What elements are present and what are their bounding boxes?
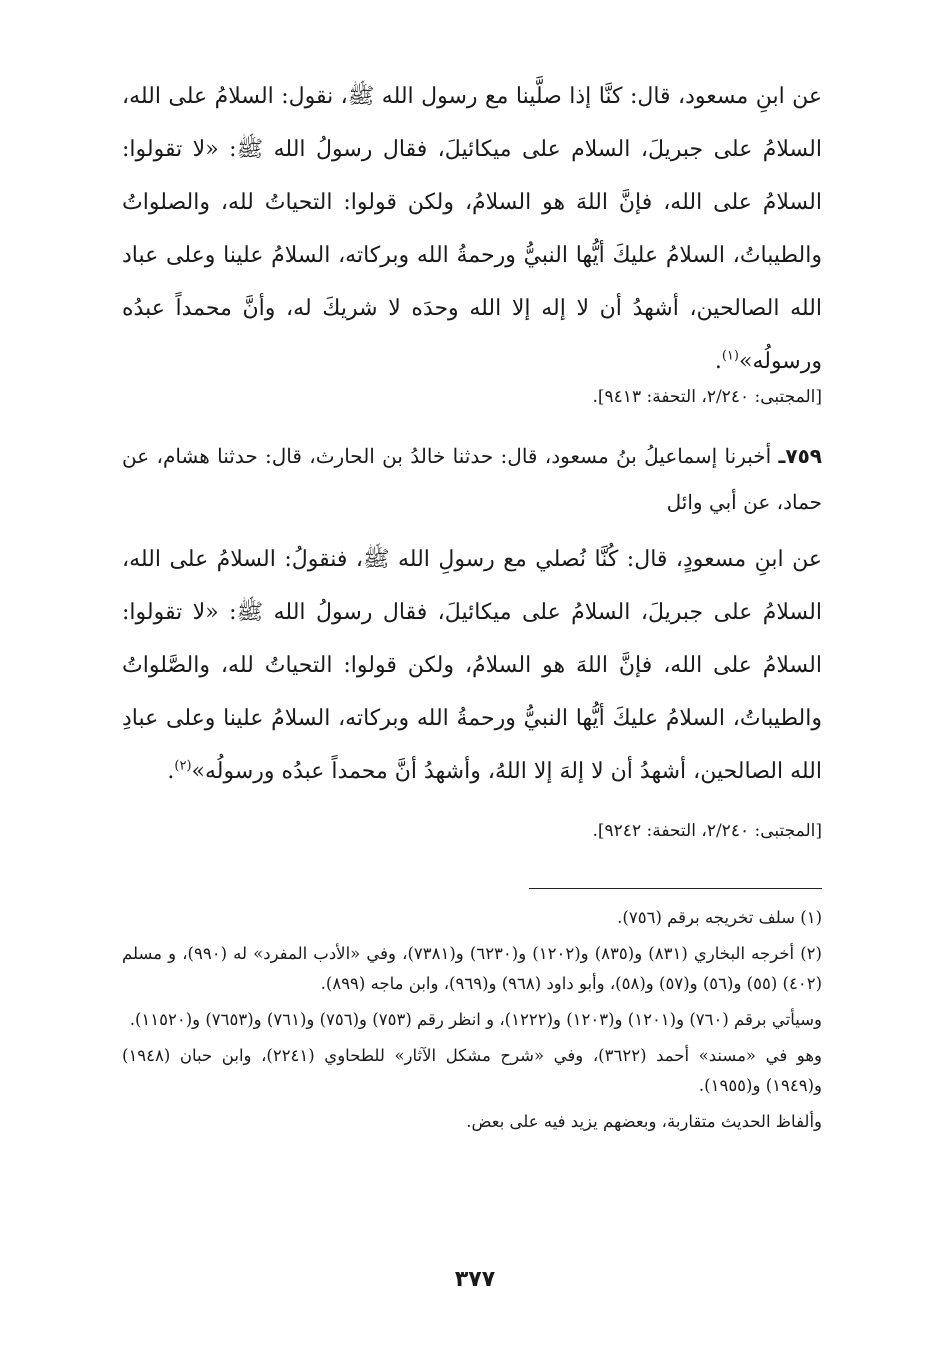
hadith-text: عن ابنِ مسعود، قال: كنَّا إذا صلَّينا مع رسول الله ﷺ، نقول: السلامُ على الله، السلامُ على جبريلَ، السلام على ميكائيلَ، فقال رسولُ الله ﷺ: «لا تقولوا: السلامُ على الله، فإنَّ اللهَ هو السلامُ، ولكن قولوا: التحياتُ لله، والصلواتُ والطيباتُ، السلامُ عليكَ أيُّها النبيُّ ورحمةُ الله وبركاته، السلامُ علينا وعلى عباد الله الصالحين، أشهدُ أن لا إله إلا الله وحدَه لا شريكَ له، وأنَّ محمداً عبدُه ورسولُه»$^{(١)}$. bbox=[122, 84, 822, 374]
hadith-759-matn bbox=[122, 533, 822, 798]
source-text: [المجتبى: ٢/٢٤٠، التحفة: ٩٢٤٢]. bbox=[592, 821, 822, 841]
footnote-2: (٢) أخرجه البخاري (٨٣١) و(٨٣٥) و(١٢٠٢) و(٦٢٣٠) و(٧٣٨١)، وفي «الأدب المفرد» له (٩٩٠)، و مسلم (٤٠٢) (٥٥) و(٥٦) و(٥٧) و(٥٨)، وأبو داود (٩٦٨) و(٩٦٩)، وابن ماجه (٨٩٩). bbox=[122, 944, 822, 993]
footnote-2-cont-c: وألفاظ الحديث متقاربة، وبعضهم يزيد فيه على بعض. bbox=[466, 1112, 822, 1131]
isnad-text: ٧٥٩ـ أخبرنا إسماعيلُ بنُ مسعود، قال: حدثنا خالدُ بن الحارث، قال: حدثنا هشام، عن حماد، عن أبي وائل bbox=[122, 444, 822, 514]
source-text: [المجتبى: ٢/٢٤٠، التحفة: ٩٤١٣]. bbox=[592, 387, 822, 407]
footnote-1: (١) سلف تخريجه برقم (٧٥٦). bbox=[617, 908, 822, 927]
footnotes bbox=[122, 903, 822, 1143]
footnote-ref-1[interactable]: (١) bbox=[721, 348, 739, 364]
hadith-continuation bbox=[122, 70, 822, 388]
source-reference-1 bbox=[122, 383, 822, 411]
source-reference-2 bbox=[122, 817, 822, 845]
hadith-number: ٧٥٩ـ bbox=[778, 444, 822, 468]
hadith-text: عن ابنِ مسعودٍ، قال: كُنَّا نُصلي مع رسولِ الله ﷺ، فنقولُ: السلامُ على الله، السلامُ على جبريلَ، السلامُ على ميكائيلَ، فقال رسولُ الله ﷺ: «لا تقولوا: السلامُ على الله، فإنَّ اللهَ هو السلامُ، ولكن قولوا: التحياتُ لله، والصَّلواتُ والطيباتُ، السلامُ عليكَ أيُّها النبيُّ ورحمةُ الله وبركاته، السلامُ علينا وعلى عبادِ الله الصالحين، أشهدُ أن لا إلهَ إلا اللهُ، وأشهدُ أنَّ محمداً عبدُه ورسولُه»$^{(٢)}$. bbox=[122, 547, 822, 784]
page-number: ٣٧٧ bbox=[454, 1267, 496, 1292]
hadith-759-chain bbox=[122, 433, 822, 525]
footnote-2-cont-a: وسيأتي برقم (٧٦٠) و(١٢٠١) و(١٢٠٣) و(١٢٢٢)، و انظر رقم (٧٥٣) و(٧٥٦) و(٧٦١) و(٧٦٥٣) و(١١٥٢٠). bbox=[129, 1010, 822, 1029]
footnote-ref-2[interactable]: (٢) bbox=[174, 758, 192, 774]
footnote-2-cont-b: وهو في «مسند» أحمد (٣٦٢٢)، وفي «شرح مشكل الآثار» للطحاوي (٢٢٤١)، وابن حبان (١٩٤٨) و(١٩٤٩) و(١٩٥٥). bbox=[122, 1046, 822, 1095]
footnote-separator bbox=[529, 888, 822, 889]
